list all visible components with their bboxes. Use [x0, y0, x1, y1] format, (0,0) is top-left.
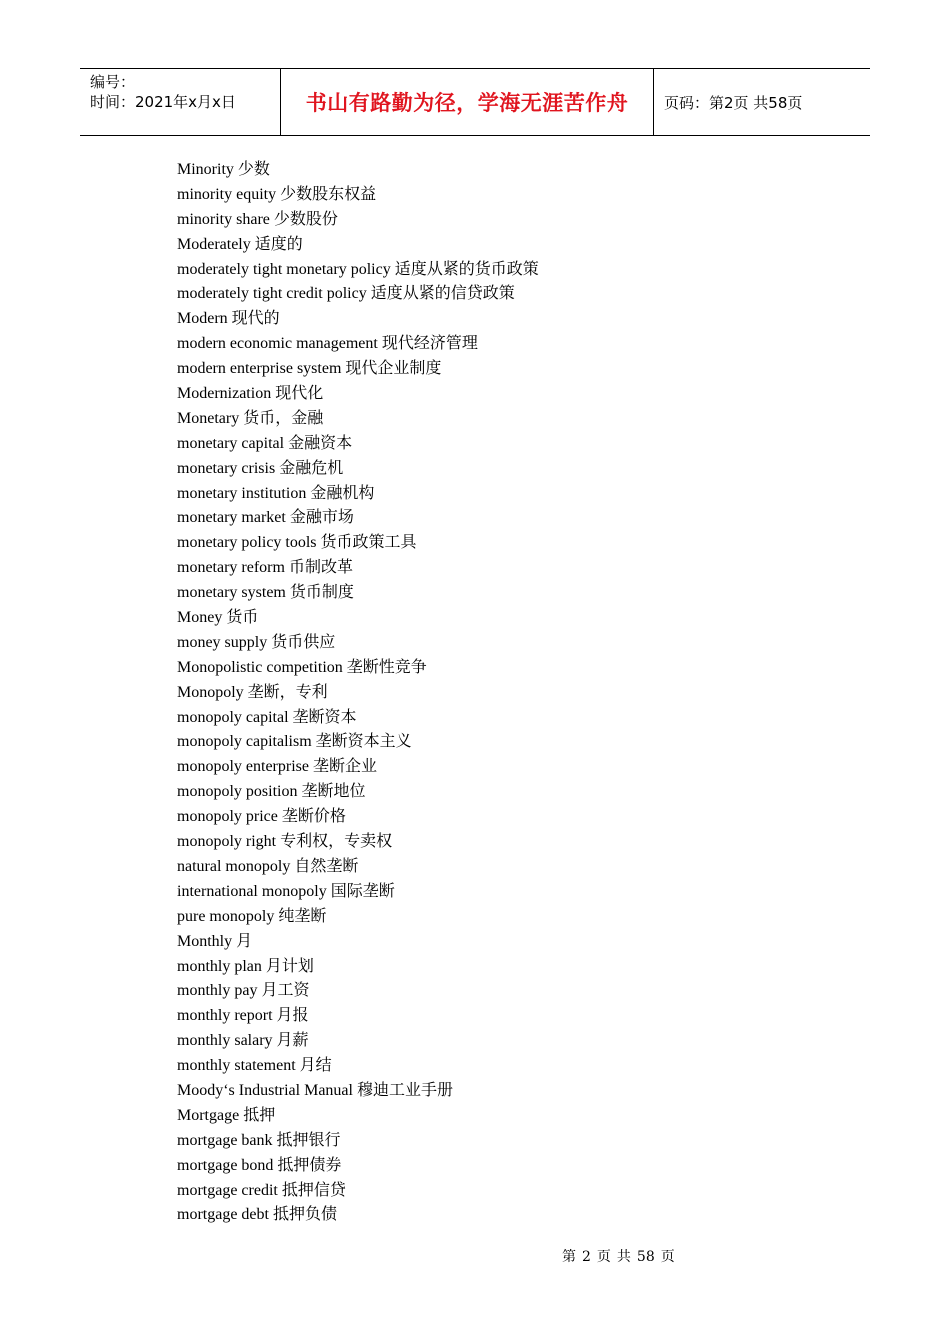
page-header	[80, 68, 870, 136]
header-meta-cell	[80, 69, 281, 135]
glossary-entry: monopoly price 垄断价格	[177, 808, 346, 826]
document-date-label: 时间：2021年x月x日	[90, 93, 236, 111]
glossary-entry: monopoly capital 垄断资本	[177, 708, 357, 726]
glossary-entry: mortgage credit 抵押信贷	[177, 1181, 346, 1199]
footer-part: 共	[616, 1249, 631, 1265]
header-motto: 书山有路勤为径，学海无涯苦作舟	[305, 91, 629, 115]
glossary-entry: monetary system 货币制度	[177, 584, 354, 602]
glossary-entry: Modern 现代的	[177, 310, 280, 328]
glossary-entry: monopoly capitalism 垄断资本主义	[177, 733, 412, 751]
glossary-entry: pure monopoly 纯垄断	[177, 907, 327, 925]
glossary-entry: monthly statement 月结	[177, 1057, 332, 1075]
glossary-entry: minority equity 少数股东权益	[177, 185, 377, 203]
glossary-entry: monthly plan 月计划	[177, 957, 314, 975]
glossary-entry: international monopoly 国际垄断	[177, 882, 395, 900]
glossary-entry: monetary market 金融市场	[177, 509, 354, 527]
glossary-entry: Monopolistic competition 垄断性竞争	[177, 658, 427, 676]
glossary-entry: mortgage bond 抵押债券	[177, 1156, 342, 1174]
glossary-entry: money supply 货币供应	[177, 633, 336, 651]
glossary-entry: monetary institution 金融机构	[177, 484, 375, 502]
glossary-entry: monopoly position 垄断地位	[177, 783, 366, 801]
glossary-entry: Moody‘s Industrial Manual 穆迪工业手册	[177, 1081, 453, 1099]
footer-part: 页	[660, 1249, 675, 1265]
glossary-entry: Monetary 货币，金融	[177, 409, 324, 427]
glossary-entry: monetary reform 币制改革	[177, 559, 353, 577]
glossary-entry: monthly pay 月工资	[177, 982, 310, 1000]
glossary-entry: Monopoly 垄断，专利	[177, 683, 328, 701]
footer-page-number: 2	[582, 1249, 591, 1265]
footer-part: 页	[596, 1249, 611, 1265]
glossary-entry: monetary capital 金融资本	[177, 434, 353, 452]
glossary-entry: moderately tight credit policy 适度从紧的信贷政策	[177, 285, 515, 303]
glossary-entry: Minority 少数	[177, 161, 270, 178]
glossary-entry: modern economic management 现代经济管理	[177, 335, 478, 353]
glossary-entry: minority share 少数股份	[177, 210, 338, 228]
glossary-entry: modern enterprise system 现代企业制度	[177, 360, 442, 378]
document-number-label: 编号：	[90, 73, 136, 91]
glossary-entry: natural monopoly 自然垄断	[177, 857, 359, 875]
header-motto-cell	[281, 69, 654, 135]
glossary-entry: monthly report 月报	[177, 1007, 309, 1025]
glossary-entry: monetary policy tools 货币政策工具	[177, 534, 417, 552]
glossary-entry: Monthly 月	[177, 932, 253, 950]
glossary-entry: monetary crisis 金融危机	[177, 459, 344, 477]
glossary-entry: mortgage bank 抵押银行	[177, 1131, 341, 1149]
glossary-entry: Modernization 现代化	[177, 385, 324, 403]
glossary-entry: Money 货币	[177, 609, 259, 627]
glossary-entry: monopoly enterprise 垄断企业	[177, 758, 377, 776]
glossary-entry: Mortgage 抵押	[177, 1106, 276, 1124]
glossary-entry: mortgage debt 抵押负债	[177, 1206, 337, 1224]
glossary-entry: Moderately 适度的	[177, 235, 303, 253]
glossary-list	[177, 158, 539, 1228]
page-footer	[562, 1246, 681, 1266]
glossary-entry: monthly salary 月薪	[177, 1032, 309, 1050]
footer-part: 第	[562, 1249, 576, 1265]
header-page-cell	[654, 69, 870, 135]
glossary-entry: moderately tight monetary policy 适度从紧的货币政策	[177, 260, 539, 278]
glossary-entry: monopoly right 专利权，专卖权	[177, 833, 393, 851]
header-page-info: 页码：第2页 共58页	[664, 93, 803, 112]
footer-total-pages: 58	[636, 1249, 655, 1265]
